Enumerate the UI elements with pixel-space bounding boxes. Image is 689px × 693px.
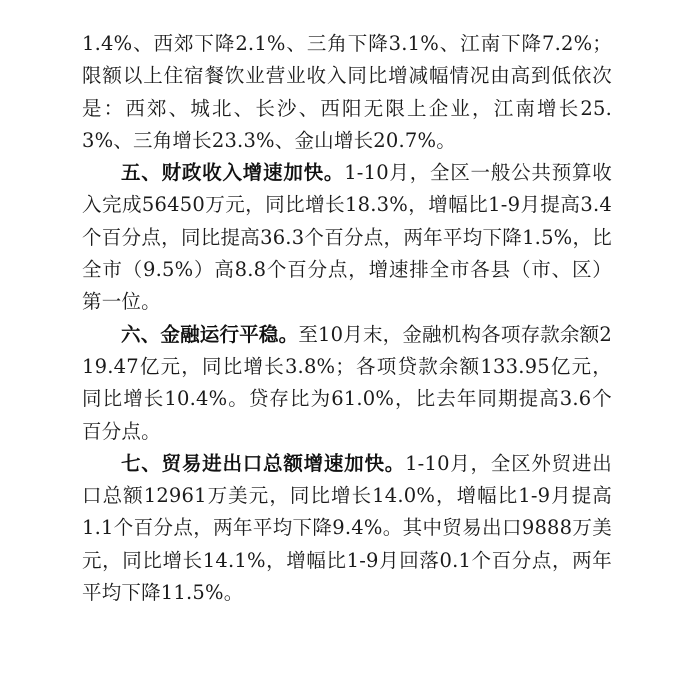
paragraph-body: 1-10月，全区一般公共预算收入完成56450万元，同比增长18.3%，增幅比1-9月提高3.4个百分点，同比提高36.3个百分点，两年平均下降1.5%，比全市（9.5%）高8.8个百分点，增速排全市各县（市、区）第一位。 [82, 161, 613, 314]
document-body [82, 28, 612, 609]
section-heading-finance: 六、金融运行平稳。 [121, 322, 299, 346]
paragraph-body: 至10月末，金融机构各项存款余额219.47亿元，同比增长3.8%；各项贷款余额133.95亿元，同比增长10.4%。贷存比为61.0%，比去年同期提高3.6个百分点。 [82, 322, 612, 443]
paragraph-trade [82, 448, 612, 609]
paragraph-body: 1.4%、西郊下降2.1%、三角下降3.1%、江南下降7.2%；限额以上住宿餐饮业营业收入同比增减幅情况由高到低依次是：西郊、城北、长沙、西阳无限上企业，江南增长25.3%、三角增长23.3%、金山增长20.7%。 [82, 32, 612, 152]
paragraph-fiscal-revenue [82, 157, 612, 318]
section-heading-fiscal: 五、财政收入增速加快。 [121, 161, 345, 185]
paragraph-body: 1-10月，全区外贸进出口总额12961万美元，同比增长14.0%，增幅比1-9月提高1.1个百分点，两年平均下降9.4%。其中贸易出口9888万美元，同比增长14.1%，增幅比1-9月回落0.1个百分点，两年平均下降11.5%。 [82, 451, 612, 605]
paragraph-finance [82, 319, 612, 448]
paragraph-retail-continuation [82, 28, 612, 157]
section-heading-trade: 七、贸易进出口总额增速加快。 [121, 451, 406, 475]
